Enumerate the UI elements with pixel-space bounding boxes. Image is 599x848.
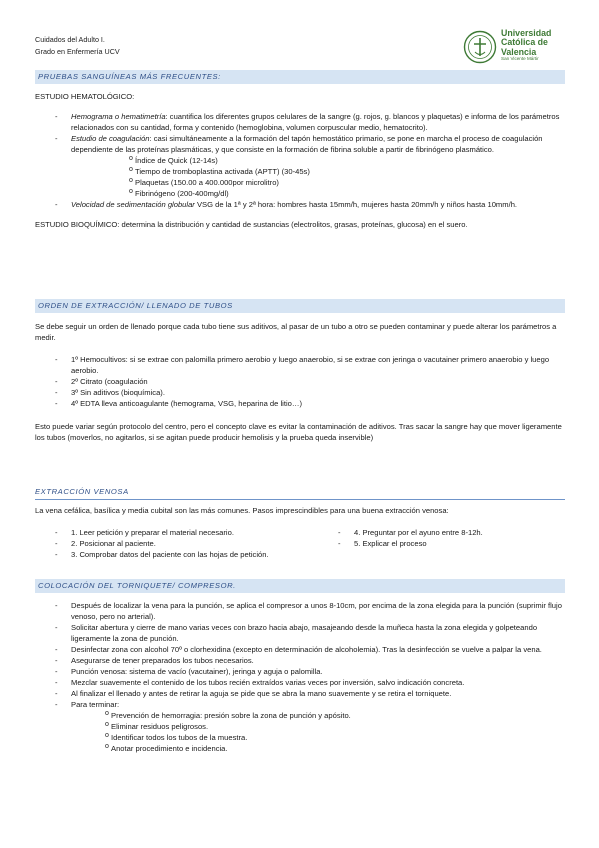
list-item: - 5. Explicar el proceso bbox=[318, 538, 558, 549]
definition: : casi simultáneamente a la formación del tapón hemostático primario, se pone en marcha el proceso de coagulación dependiente de las proteínas plasmáticas, y que consiste en la formación de fibrina soluble a partir de fibrinógeno plasmático. bbox=[71, 134, 543, 154]
list-item: - Al finalizar el llenado y antes de retirar la aguja se pide que se abra la mano suavemente y se retira el torniquete. bbox=[35, 688, 565, 699]
list-item: - Asegurarse de tener preparados los tubos necesarios. bbox=[35, 655, 565, 666]
list-item: o Eliminar residuos peligrosos. bbox=[87, 721, 565, 732]
definition: VSG de la 1ª y 2ª hora: hombres hasta 15mm/h, mujeres hasta 20mm/h y niños hasta 10mm/h. bbox=[194, 200, 518, 209]
biochemistry-text: ESTUDIO BIOQUÍMICO: determina la distribución y cantidad de sustancias (electrolitos, grasas, proteínas, glucosa) en el suero. bbox=[35, 220, 468, 229]
extraction-steps-right bbox=[318, 527, 558, 549]
hematology-block bbox=[35, 91, 565, 230]
logo-line-1: Universidad bbox=[501, 28, 552, 38]
logo-line-2: Católica de bbox=[501, 37, 548, 48]
list-item: o Índice de Quick (12-14s) bbox=[111, 155, 565, 166]
term: Velocidad de sedimentación globular bbox=[71, 200, 195, 209]
list-item: o Plaquetas (150.00 a 400.000por microlitro) bbox=[111, 177, 565, 188]
tube-order-list bbox=[35, 354, 565, 409]
section-title-tube-order: ORDEN DE EXTRACCIÓN/ LLENADO DE TUBOS bbox=[35, 299, 565, 313]
university-logo bbox=[463, 30, 565, 64]
tube-order-note: Esto puede variar según protocolo del centro, pero el concepto clave es evitar la contaminación de aditivos. Tras sacar la sangre hay que mover ligeramente los tubos (moverlos, no agitarlos, si se agitan puede producir hemolisis y la prueba queda inservible) bbox=[35, 422, 562, 442]
section-title-blood-tests: PRUEBAS SANGUÍNEAS MÁS FRECUENTES: bbox=[35, 70, 565, 84]
final-steps-sublist bbox=[87, 710, 565, 754]
tourniquet-block bbox=[35, 600, 565, 754]
list-item: o Anotar procedimiento e incidencia. bbox=[87, 743, 565, 754]
logo-line-3: Valencia bbox=[501, 46, 537, 57]
venous-extraction-intro: La vena cefálica, basílica y media cubital son las más comunes. Pasos imprescindibles para una buena extracción venosa: bbox=[35, 506, 449, 515]
extraction-steps-left bbox=[35, 527, 285, 560]
university-name bbox=[501, 29, 551, 57]
section-title-venous-extraction: EXTRACCIÓN VENOSA bbox=[35, 486, 565, 500]
list-item: - 3º Sin aditivos (bioquímica). bbox=[35, 387, 565, 398]
tube-order-intro: Se debe seguir un orden de llenado porque cada tubo tiene sus aditivos, al pasar de un tubo a otro se pueden contaminar y puede alterar los parámetros a medir. bbox=[35, 322, 557, 342]
list-item: o Fibrinógeno (200-400mg/dl) bbox=[111, 188, 565, 199]
list-item: - 4. Preguntar por el ayuno entre 8-12h. bbox=[318, 527, 558, 538]
term: Hemograma o hematimetría bbox=[71, 112, 166, 121]
university-seal-icon bbox=[463, 30, 497, 64]
header-text bbox=[35, 34, 120, 58]
page-header bbox=[35, 30, 565, 64]
list-item: - 3. Comprobar datos del paciente con las hojas de petición. bbox=[35, 549, 285, 560]
list-item: o Tiempo de tromboplastina activada (APTT) (30-45s) bbox=[111, 166, 565, 177]
list-item: - 1º Hemocultivos: si se extrae con palomilla primero aerobio y luego anaerobio, si se extrae con jeringa o vacutainer primero anaerobio y luego aerobio. bbox=[35, 354, 565, 376]
degree-name: Grado en Enfermería UCV bbox=[35, 47, 120, 56]
list-item bbox=[35, 111, 565, 133]
tube-order-block bbox=[35, 321, 565, 443]
term: Estudio de coagulación bbox=[71, 134, 150, 143]
list-item: o Prevención de hemorragia: presión sobre la zona de punción y apósito. bbox=[87, 710, 565, 721]
list-item bbox=[35, 199, 565, 210]
course-name: Cuidados del Adulto I. bbox=[35, 35, 105, 44]
list-item: - Punción venosa: sistema de vacío (vacutainer), jeringa y aguja o palomilla. bbox=[35, 666, 565, 677]
final-steps-label: Para terminar: bbox=[71, 700, 120, 709]
list-item: - 4º EDTA lleva anticoagulante (hemograma, VSG, heparina de litio…) bbox=[35, 398, 565, 409]
list-item: - Desinfectar zona con alcohol 70º o clorhexidina (excepto en determinación de alcoholemia). Tras la desinfección se vuelve a palpar la vena. bbox=[35, 644, 565, 655]
tourniquet-list bbox=[35, 600, 565, 754]
coagulation-sublist bbox=[111, 155, 565, 199]
list-item: - Mezclar suavemente el contenido de los tubos recién extraídos varias veces por inversión, salvo indicación concreta. bbox=[35, 677, 565, 688]
list-item: o Identificar todos los tubos de la muestra. bbox=[87, 732, 565, 743]
hematology-heading: ESTUDIO HEMATOLÓGICO: bbox=[35, 92, 135, 101]
list-item: - 1. Leer petición y preparar el material necesario. bbox=[35, 527, 285, 538]
hematology-list bbox=[35, 111, 565, 210]
section-title-tourniquet: COLOCACIÓN DEL TORNIQUETE/ COMPRESOR. bbox=[35, 579, 565, 593]
list-item: - 2º Citrato (coagulación bbox=[35, 376, 565, 387]
list-item: - 2. Posicionar al paciente. bbox=[35, 538, 285, 549]
list-item bbox=[35, 133, 565, 199]
list-item bbox=[35, 699, 565, 754]
definition: : cuantifica los diferentes grupos celulares de la sangre (g. rojos, g. blancos y plaquetas) e informa de los parámetros relacionados con su cantidad, forma y contenido (hemoglobina, volumen corpuscular medio, hematocrito). bbox=[71, 112, 560, 132]
university-subtitle: San Vicente Mártir bbox=[501, 56, 539, 61]
list-item: - Solicitar abertura y cierre de mano varias veces con brazo hacia abajo, masajeando desde la muñeca hasta la zona elegida y golpeteando ligeramente la zona de punción. bbox=[35, 622, 565, 644]
list-item: - Después de localizar la vena para la punción, se aplica el compresor a unos 8-10cm, por encima de la zona elegida para la punción (suprimir flujo venoso, pero no arterial). bbox=[35, 600, 565, 622]
